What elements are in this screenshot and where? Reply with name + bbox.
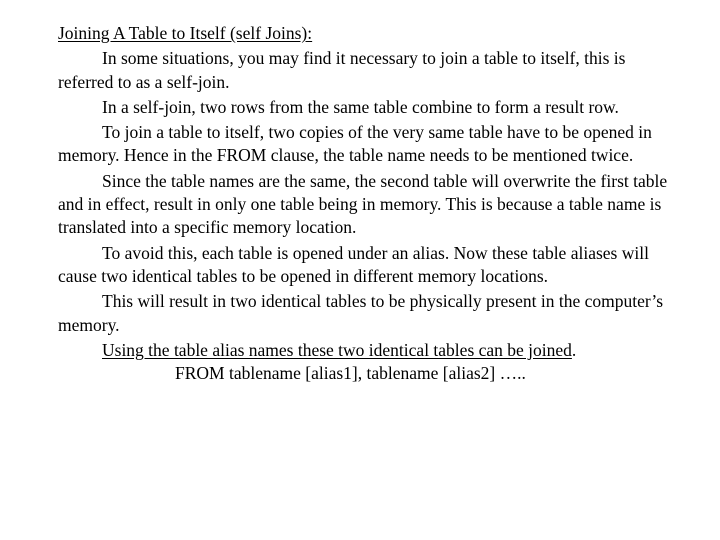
- paragraph-two-copies: To join a table to itself, two copies of the very same table have to be opened in memory. Hence in the FROM clause, the table name needs to be mentioned twice.: [58, 122, 652, 166]
- from-clause-example: FROM tablename [alias1], tablename [alias2] …..: [175, 363, 526, 384]
- paragraph-overwrite: Since the table names are the same, the second table will overwrite the first table and in effect, result in only one table being in memory. This is because a table name is translated into a specific memory location.: [58, 170, 668, 238]
- paragraph-alias: To avoid this, each table is opened under an alias. Now these table aliases will cause two identical tables to be opened in different memory locations.: [58, 242, 649, 286]
- slide-content: [58, 22, 676, 385]
- final-sentence: [58, 339, 676, 362]
- paragraph-identical-tables: This will result in two identical tables to be physically present in the computer’s memory.: [58, 291, 664, 335]
- paragraph-self-join-intro: In some situations, you may find it necessary to join a table to itself, this is referred to as a self-join.: [58, 48, 626, 92]
- slide-title: Joining A Table to Itself (self Joins):: [58, 23, 313, 43]
- final-sentence-underlined: Using the table alias names these two identical tables can be joined: [102, 339, 572, 360]
- final-sentence-period: .: [571, 339, 577, 360]
- paragraph-self-join-definition: In a self-join, two rows from the same table combine to form a result row.: [102, 96, 619, 117]
